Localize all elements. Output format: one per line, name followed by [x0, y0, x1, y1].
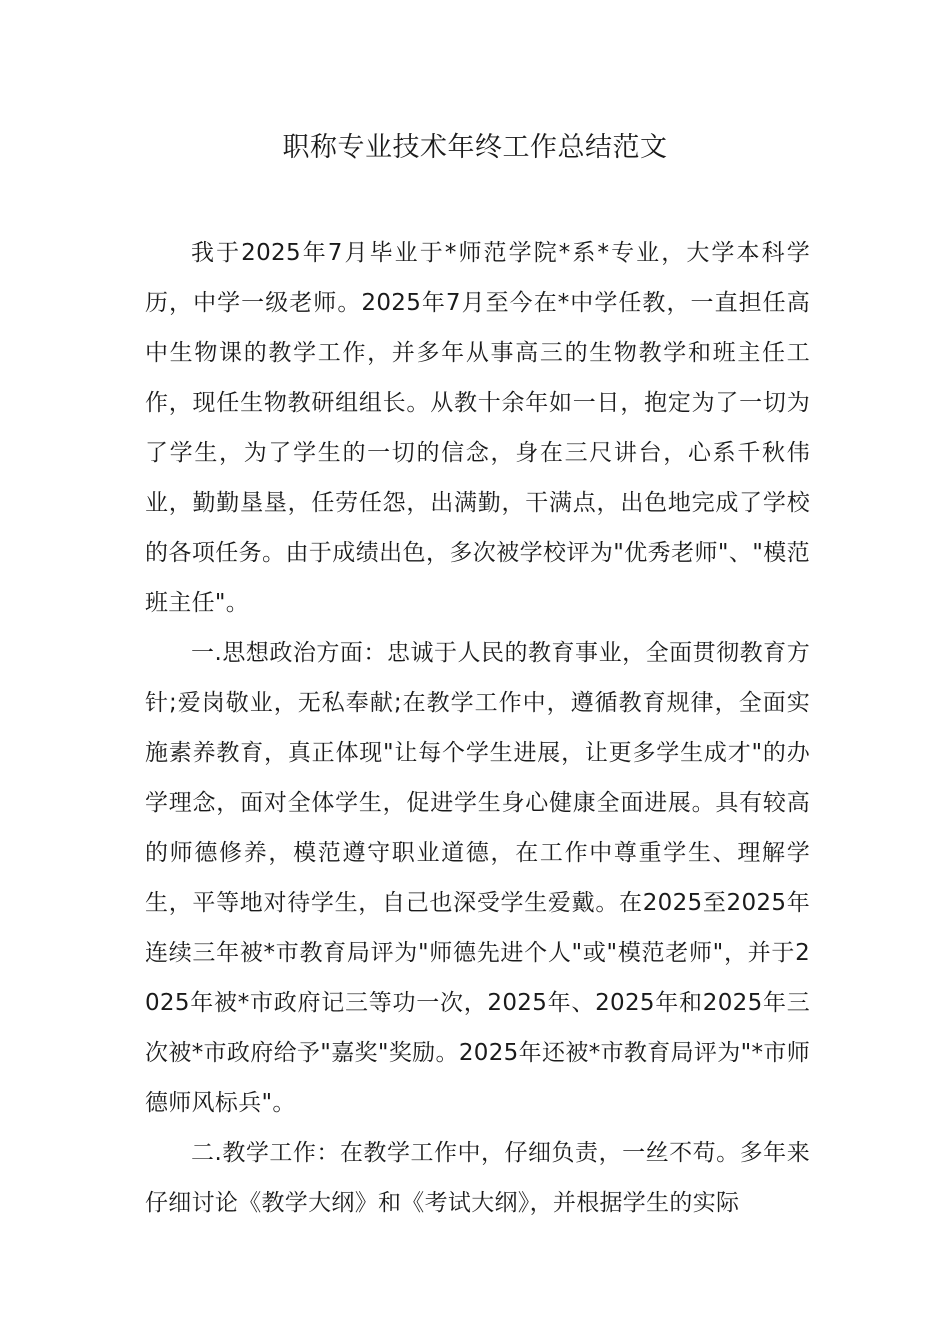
paragraph-teaching: 二.教学工作：在教学工作中，仔细负责，一丝不苟。多年来仔细讨论《教学大纲》和《考试大纲》，并根据学生的实际 [145, 1140, 810, 1216]
document-body [145, 228, 810, 1228]
document-title: 职称专业技术年终工作总结范文 [282, 132, 668, 163]
paragraph-intro: 我于2025年7月毕业于*师范学院*系*专业，大学本科学历，中学一级老师。2025年7月至今在*中学任教，一直担任高中生物课的教学工作，并多年从事高三的生物教学和班主任工作，现任生物教研组组长。从教十余年如一日，抱定为了一切为了学生，为了学生的一切的信念，身在三尺讲台，心系千秋伟业，勤勤垦垦，任劳任怨，出满勤，干满点，出色地完成了学校的各项任务。由于成绩出色，多次被学校评为"优秀老师"、"模范班主任"。 [145, 240, 810, 616]
paragraph-political: 一.思想政治方面：忠诚于人民的教育事业，全面贯彻教育方针;爱岗敬业，无私奉献;在教学工作中，遵循教育规律，全面实施素养教育，真正体现"让每个学生进展，让更多学生成才"的办学理念，面对全体学生，促进学生身心健康全面进展。具有较高的师德修养，模范遵守职业道德，在工作中尊重学生、理解学生，平等地对待学生，自己也深受学生爱戴。在2025至2025年连续三年被*市教育局评为"师德先进个人"或"模范老师"，并于2025年被*市政府记三等功一次，2025年、2025年和2025年三次被*市政府给予"嘉奖"奖励。2025年还被*市教育局评为"*市师德师风标兵"。 [145, 640, 810, 1116]
